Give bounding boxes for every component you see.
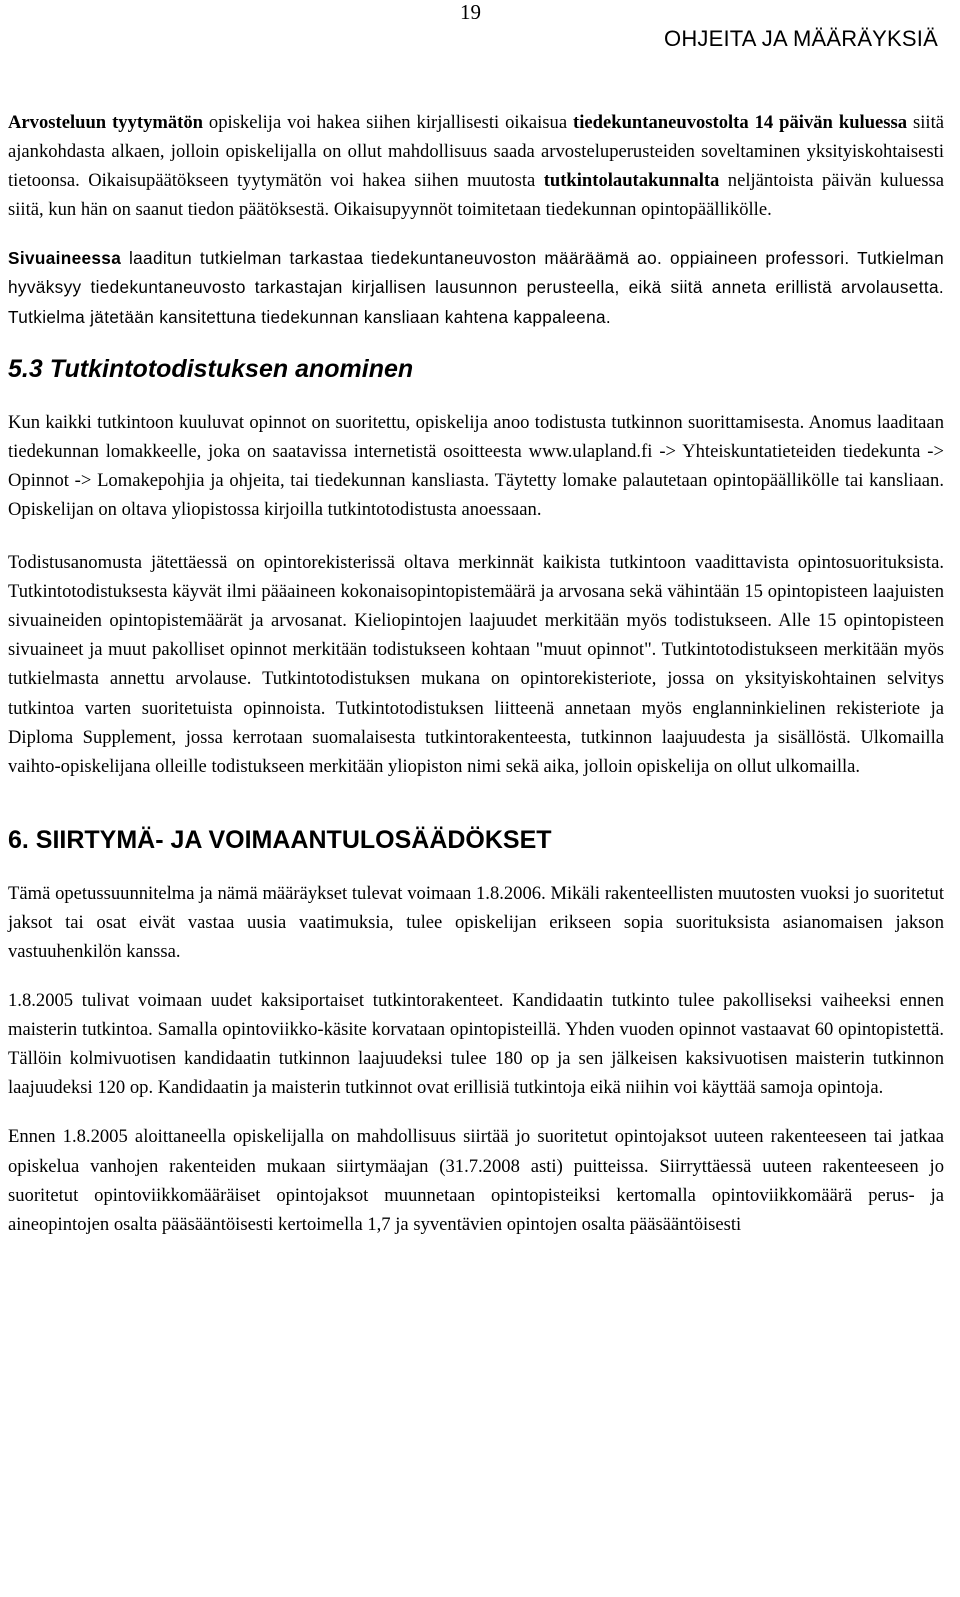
- running-header: OHJEITA JA MÄÄRÄYKSIÄ: [664, 26, 938, 51]
- page-number: 19: [460, 0, 481, 24]
- paragraph-effective: Tämä opetussuunnitelma ja nämä määräykset tulevat voimaan 1.8.2006. Mikäli rakenteellisten muutosten vuoksi jo suoritetut jaksot tai osat eivät vastaa uusia vaatimuksia, tulee opiskelijan erikseen sopia suorituksista asianomaisen jakson vastuuhenkilön kanssa.: [8, 882, 944, 962]
- bold-term: Arvosteluun tyytymätön: [8, 112, 203, 133]
- bold-term: tiedekuntaneuvostolta 14 päivän kuluessa: [573, 112, 908, 133]
- paragraph-transition: Ennen 1.8.2005 aloittaneella opiskelijalla on mahdollisuus siirtää jo suoritetut opintojaksot uuteen rakenteeseen tai jatkaa opiskelua vanhojen rakenteiden mukaan siirtymäajan (31.7.2008 asti) puitteissa. Siirryttäessä uuteen rakenteeseen jo suoritetut opintoviikkomääräiset opintojaksot muunnetaan opintopisteiksi kertomalla opintoviikkomäärä perus- ja aineopintojen osalta pääsääntöisesti kertoimella 1,7 ja syventävien opintojen osalta pääsääntöisesti: [8, 1126, 944, 1235]
- paragraph-degree-structure: 1.8.2005 tulivat voimaan uudet kaksiportaiset tutkintorakenteet. Kandidaatin tutkinto tulee pakolliseksi vaiheeksi ennen maisterin tutkintoa. Samalla opintoviikko-käsite korvataan opintopisteillä. Yhden vuoden opinnot vastaavat 60 opintopistettä. Tällöin kolmivuotisen kandidaatin tutkinnon laajuudeksi tulee 180 op ja sen jälkeisen kaksivuotisen maisterin tutkinnon laajuudeksi 120 op. Kandidaatin ja maisterin tutkinnot ovat erillisiä tutkintoja eikä niihin voi käyttää samoja opintoja.: [8, 990, 944, 1099]
- paragraph-certificate: Todistusanomusta jätettäessä on opintorekisterissä oltava merkinnät kaikista tutkintoon vaadittavista opintosuorituksista. Tutkintotodistuksesta käyvät ilmi pääaineen kokonaisopintopistemäärä ja arvosana sekä vähintään 15 opintopisteen laajuisten sivuaineiden opintopistemäärät ja arvosanat. Kieliopintojen laajuudet merkitään myös todistukseen. Alle 15 opintopisteen sivuaineet ja muut pakolliset opinnot merkitään todistukseen kohtaan "muut opinnot". Tutkintotodistukseen merkitään myös tutkielmasta annettu arvolause. Tutkintotodistuksen mukana on opintorekisteriote, jossa on yksityiskohtainen selvitys tutkintoa varten suoritetuista opinnoista. Tutkintotodistuksen liitteenä annetaan myös englanninkielinen rekisteriote ja Diploma Supplement, jossa kerrotaan suomalaisesta tutkintorakenteesta, tutkinnon laajuudesta ja sisällöstä. Ulkomailla vaihto-opiskelijana olleille todistukseen merkitään yliopiston nimi sekä aika, jolloin opiskelija on ollut ulkomailla.: [8, 552, 944, 777]
- document-body: [8, 108, 944, 1239]
- paragraph-minor-subject: [8, 244, 944, 331]
- bold-term: Sivuaineessa: [8, 248, 122, 269]
- section-heading-6: 6. SIIRTYMÄ- JA VOIMAANTULOSÄÄDÖKSET: [8, 825, 552, 854]
- text-run: neljäntoista päivän kuluessa siitä, kun hän on saanut tiedon päätöksestä. Oikaisupyynnöt toimitetaan tiedekunnan opintopäällikölle.: [8, 170, 944, 221]
- text-run: opiskelija voi hakea siihen kirjallisesti oikaisua: [202, 112, 574, 133]
- paragraph-application: Kun kaikki tutkintoon kuuluvat opinnot on suoritettu, opiskelija anoo todistusta tutkinnon suorittamisesta. Anomus laaditaan tiedekunnan lomakkeelle, joka on saatavissa internetistä osoitteesta www.ulapland.fi -> Yhteiskuntatieteiden tiedekunta -> Opinnot -> Lomakepohjia ja ohjeita, tai tiedekunnan kansliasta. Täytetty lomake palautetaan opintopäällikölle tai kansliaan. Opiskelijan on oltava yliopistossa kirjoilla tutkintotodistusta anoessaan.: [8, 411, 944, 520]
- text-run: siitä ajankohdasta alkaen, jolloin opiskelijalla on ollut mahdollisuus saada arvosteluperusteiden soveltaminen yksityiskohtaisesti tietoonsa. Oikaisupäätökseen tyytymätön voi hakea siihen muutosta: [8, 112, 944, 192]
- bold-term: tutkintolautakunnalta: [543, 170, 720, 192]
- text-run: laaditun tutkielman tarkastaa tiedekuntaneuvoston määräämä ao. oppiaineen professori. Tutkielman hyväksyy tiedekuntaneuvosto tarkastajan kirjallisen lausunnon perusteella, eikä siitä anneta erillistä arvolausetta. Tutkielma jätetään kansitettuna tiedekunnan kansliaan kahtena kappaleena.: [8, 248, 944, 327]
- section-heading-5-3: 5.3 Tutkintotodistuksen anominen: [8, 354, 414, 383]
- paragraph-appeal: [8, 108, 944, 224]
